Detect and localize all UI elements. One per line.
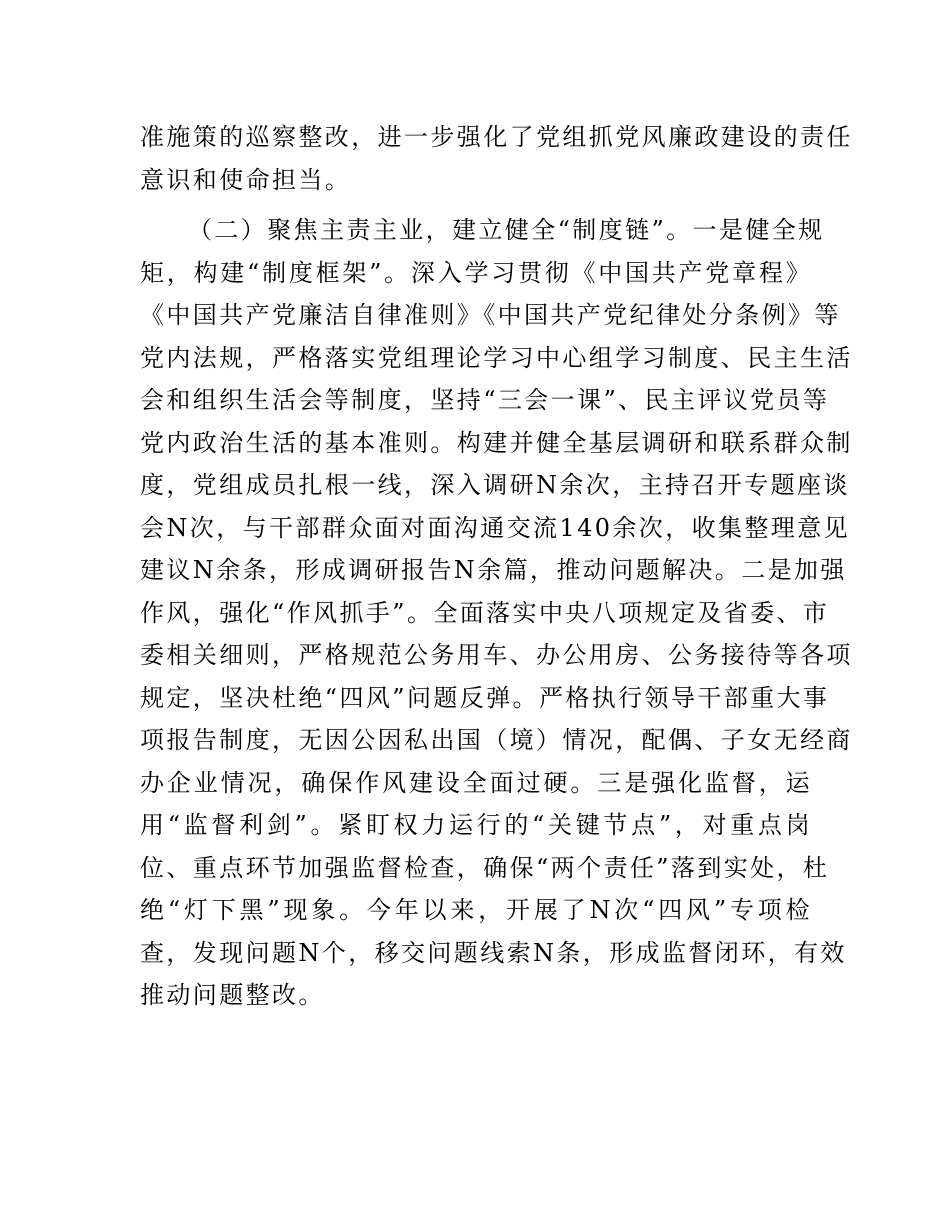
text-line: （二）聚焦主责主业，建立健全“制度链”。一是健全规 <box>188 216 825 244</box>
text-line: 查，发现问题N个，移交问题线索N条，形成监督闭环，有效 <box>140 938 847 967</box>
text-line: 绝“灯下黑”现象。今年以来，开展了N次“四风”专项检 <box>140 896 812 924</box>
text-line: 办企业情况，确保作风建设全面过硬。三是强化监督，运 <box>140 768 812 797</box>
text-line: 度，党组成员扎根一线，深入调研N余次，主持召开专题座谈 <box>140 471 850 499</box>
text-line: 位、重点环节加强监督检查，确保“两个责任”落到实处，杜 <box>140 853 830 882</box>
text-line: 规定，坚决杜绝“四风”问题反弹。严格执行领导干部重大事 <box>140 683 830 712</box>
text-line: 建议N余条，形成调研报告N余篇，推动问题解决。二是加强 <box>140 556 847 584</box>
text-line: 项报告制度，无因公因私出国（境）情况，配偶、子女无经商 <box>140 726 853 754</box>
paragraph-1 <box>140 116 853 201</box>
text-line: 《中国共产党廉洁自律准则》《中国共产党纪律处分条例》等 <box>140 301 841 329</box>
text-line: 意识和使命担当。 <box>140 165 352 194</box>
text-line: 用“监督利剑”。紧盯权力运行的“关键节点”，对重点岗 <box>140 811 812 839</box>
text-line: 委相关细则，严格规范公务用车、办公用房、公务接待等各项 <box>140 641 853 669</box>
text-line: 矩，构建“制度框架”。深入学习贯彻《中国共产党章程》 <box>140 258 812 287</box>
document-body <box>140 116 853 1017</box>
text-line: 推动问题整改。 <box>140 981 325 1009</box>
text-line: 作风，强化“作风抓手”。全面落实中央八项规定及省委、市 <box>140 598 830 627</box>
paragraph-spacer <box>140 201 812 209</box>
text-line: 会N次，与干部群众面对面沟通交流140余次，收集整理意见 <box>140 513 851 542</box>
text-line: 党内法规，严格落实党组理论学习中心组学习制度、民主生活 <box>140 343 853 372</box>
paragraph-2 <box>140 209 853 1017</box>
text-line: 会和组织生活会等制度，坚持“三会一课”、民主评议党员等 <box>140 386 830 414</box>
text-line: 党内政治生活的基本准则。构建并健全基层调研和联系群众制 <box>140 428 853 457</box>
text-line: 准施策的巡察整改，进一步强化了党组抓党风廉政建设的责任 <box>140 123 853 151</box>
